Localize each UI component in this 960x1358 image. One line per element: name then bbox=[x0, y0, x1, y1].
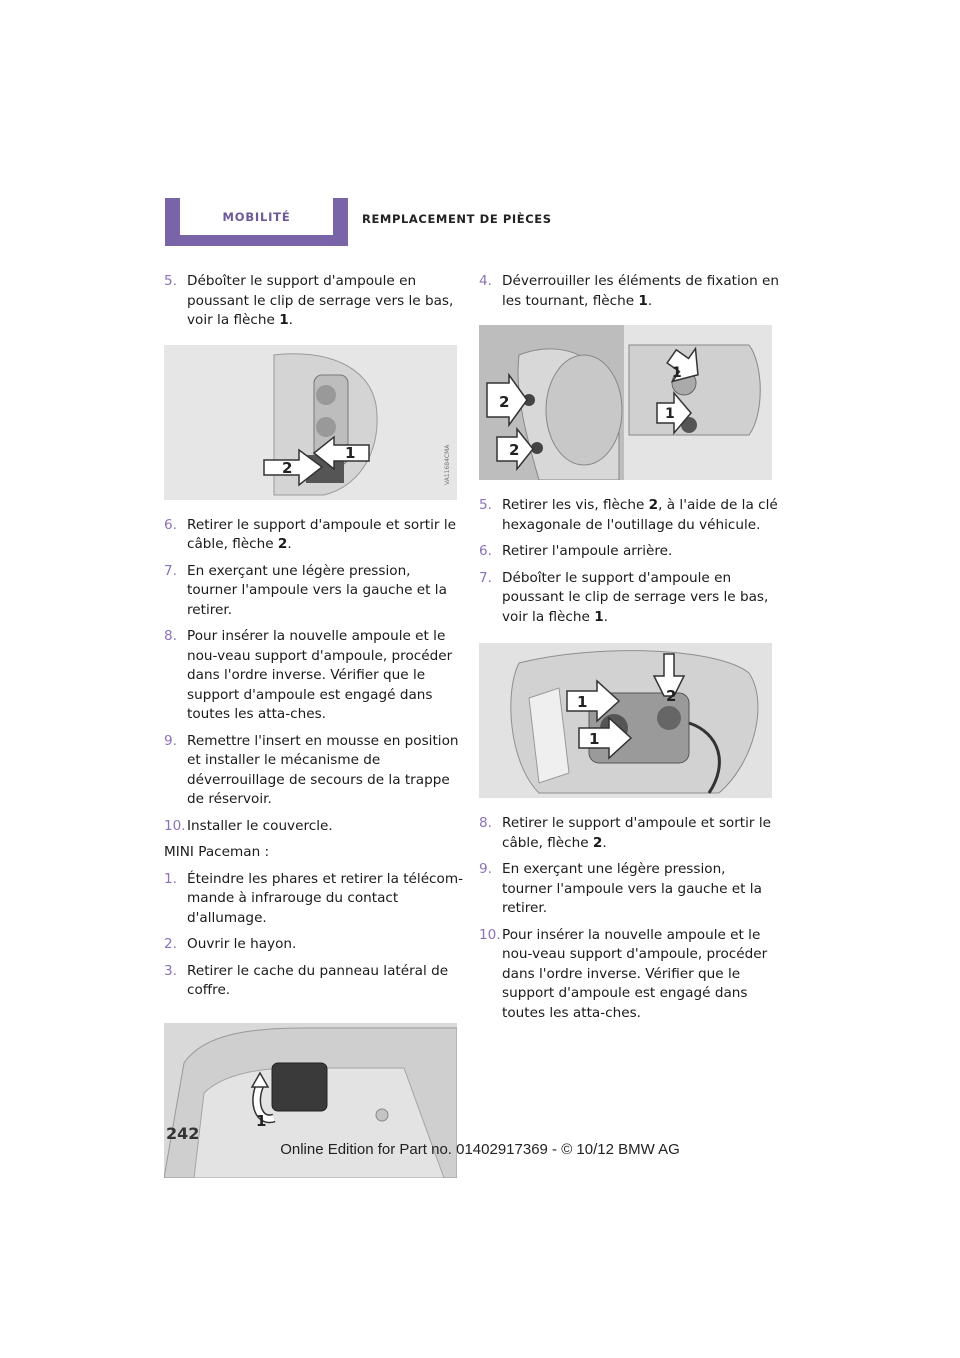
step-item: 2. Ouvrir le hayon. bbox=[164, 936, 297, 952]
section-title: REMPLACEMENT DE PIÈCES bbox=[362, 212, 552, 226]
callout-label: 1 bbox=[672, 365, 682, 381]
page-number: 242 bbox=[166, 1124, 200, 1143]
step-item: 5. Déboîter le support d'ampoule en poussant le clip de serrage vers le bas, voir la flèche 1. bbox=[164, 273, 454, 328]
step-item: 8. Retirer le support d'ampoule et sortir le câble, flèche 2. bbox=[479, 815, 771, 851]
right-column bbox=[479, 272, 779, 1030]
figure-tail-light-fixings bbox=[479, 325, 772, 480]
chapter-title: MOBILITÉ bbox=[180, 198, 333, 235]
callout-label: 1 bbox=[345, 443, 356, 462]
footer-edition-note: Online Edition for Part no. 01402917369 - © 10/12 BMW AG bbox=[280, 1141, 680, 1158]
step-item: 10. Installer le couvercle. bbox=[164, 817, 333, 834]
step-number: 5. bbox=[164, 273, 177, 289]
step-text: Déboîter le support d'ampoule en poussant le clip de serrage vers le bas, voir la flèche bbox=[187, 273, 454, 328]
step-item: 6. Retirer l'ampoule arrière. bbox=[479, 543, 673, 559]
step-item: 9. En exerçant une légère pression, tourner l'ampoule vers la gauche et la retirer. bbox=[479, 861, 762, 916]
step-item: 7. Déboîter le support d'ampoule en poussant le clip de serrage vers le bas, voir la flèche 1. bbox=[479, 569, 769, 625]
model-intro: MINI Paceman : bbox=[164, 844, 270, 860]
callout-label: 2 bbox=[666, 687, 677, 705]
callout-label: 2 bbox=[509, 441, 520, 459]
callout-label: 1 bbox=[256, 1111, 267, 1130]
figure-rear-bulb-holder bbox=[479, 643, 772, 798]
step-item: 8. Pour insérer la nouvelle ampoule et le nou-veau support d'ampoule, procéder dans l'ordre inverse. Vérifier que le support d'ampoule est engagé dans toutes les atta-ches. bbox=[164, 628, 453, 722]
callout-label: 1 bbox=[589, 730, 600, 748]
step-item: 6. Retirer le support d'ampoule et sortir le câble, flèche 2. bbox=[164, 516, 456, 552]
step-item: 9. Remettre l'insert en mousse en position et installer le mécanisme de déverrouillage de secours de la trappe de réservoir. bbox=[164, 732, 459, 807]
figure-tail-light-bulb-holder bbox=[164, 345, 457, 500]
callout-label: 2 bbox=[499, 393, 510, 411]
left-column bbox=[164, 272, 464, 1194]
step-item: 1. Éteindre les phares et retirer la télécom-mande à infrarouge du contact d'allumage. bbox=[164, 870, 463, 926]
step-item: 3. Retirer le cache du panneau latéral de coffre. bbox=[164, 962, 449, 998]
step-ref: 1 bbox=[279, 312, 289, 328]
callout-label: 1 bbox=[577, 693, 588, 711]
callout-label: 1 bbox=[665, 406, 675, 422]
step-item: 10. Pour insérer la nouvelle ampoule et le nou-veau support d'ampoule, procéder dans l'ordre inverse. Vérifier que le support d'ampoule est engagé dans toutes les atta-ches. bbox=[479, 926, 768, 1021]
step-item: 5. Retirer les vis, flèche 2, à l'aide de la clé hexagonale de l'outillage du véhicule. bbox=[479, 497, 778, 533]
callout-label: 2 bbox=[282, 458, 293, 477]
step-item: 7. En exerçant une légère pression, tourner l'ampoule vers la gauche et la retirer. bbox=[164, 562, 447, 618]
figure-watermark: VA11684CMA bbox=[444, 444, 451, 485]
step-item: 4. Déverrouiller les éléments de fixation en les tournant, flèche 1. bbox=[479, 273, 780, 309]
